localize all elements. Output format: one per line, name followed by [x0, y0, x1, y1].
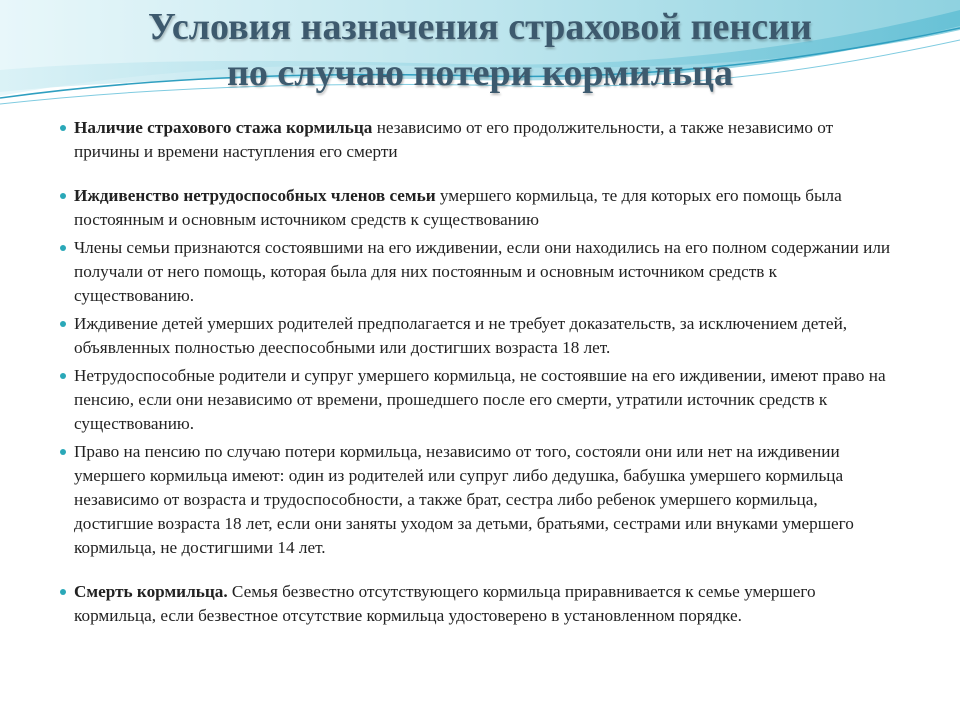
list-item	[58, 312, 898, 360]
item-text: умершего кормильца, те для которых его помощь была постоянным и основным источником средств к существованию	[74, 186, 842, 229]
item-text: Члены семьи признаются состоявшими на его иждивении, если они находились на его полном содержании или получали от него помощь, которая была для них постоянным и основным источником средств к существованию.	[74, 238, 891, 305]
list-item	[58, 580, 898, 628]
list-item	[58, 184, 898, 232]
item-text: независимо от его продолжительности, а также независимо от причины и времени наступления его смерти	[74, 118, 834, 161]
list-item	[58, 116, 898, 164]
item-text: Семья безвестно отсутствующего кормильца приравнивается к семье умершего кормильца, если безвестное отсутствие кормильца удостоверено в установленном порядке.	[74, 582, 816, 625]
item-heading: Иждивенство нетрудоспособных членов семьи	[74, 186, 436, 205]
item-text: Нетрудоспособные родители и супруг умершего кормильца, не состоявшие на его иждивении, имеют право на пенсию, если они независимо от времени, прошедшего после его смерти, утратили источник средств к существованию.	[74, 366, 886, 433]
slide-title	[40, 4, 920, 96]
list-item	[58, 364, 898, 436]
item-text: Иждивение детей умерших родителей предполагается и не требует доказательств, за исключением детей, объявленных полностью дееспособными или достигших возраста 18 лет.	[74, 314, 848, 357]
item-heading: Наличие страхового стажа кормильца	[74, 118, 373, 137]
condition-list	[58, 116, 898, 632]
title-line-1: Условия назначения страховой пенсии	[148, 6, 812, 48]
title-line-2: по случаю потери кормильца	[226, 52, 734, 94]
item-heading: Смерть кормильца.	[74, 582, 228, 601]
list-item	[58, 236, 898, 308]
item-text: Право на пенсию по случаю потери кормильца, независимо от того, состояли они или нет на иждивении умершего кормильца имеют: один из родителей или супруг либо дедушка, бабушка умершего кормильца независимо от возраста и трудоспособности, а также брат, сестра либо ребенок умершего кормильца, достигшие возраста 18 лет, если они заняты уходом за детьми, братьями, сестрами или внуками умершего кормильца, не достигшими 14 лет.	[74, 442, 854, 557]
list-item	[58, 440, 898, 560]
